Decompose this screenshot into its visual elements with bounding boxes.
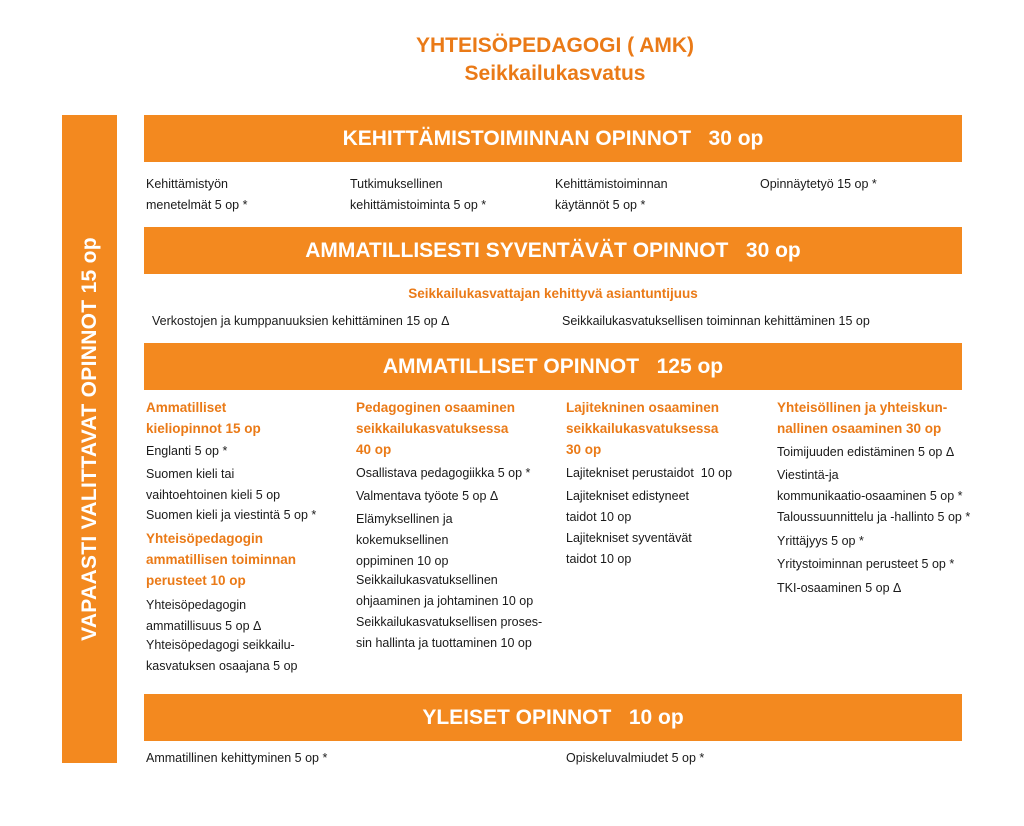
module-heading: Lajitekninen osaaminen seikkailukasvatuksessa 30 op: [566, 400, 720, 457]
course-item: TKI-osaaminen 5 op Δ: [777, 581, 902, 595]
course-item: Ammatillinen kehittyminen 5 op *: [146, 751, 328, 765]
section-header-kehittamistoiminnan: KEHITTÄMISTOIMINNAN OPINNOT 30 op: [144, 115, 962, 162]
course-item: Englanti 5 op *: [146, 444, 228, 458]
course-item: Lajitekniset perustaidot 10 op: [566, 466, 733, 480]
course-item: Seikkailukasvatuksellisen toiminnan kehittäminen 15 op: [562, 314, 870, 328]
course-item: Valmentava työote 5 op Δ: [356, 489, 499, 503]
module-heading: Yhteisöpedagogin ammatillisen toiminnan perusteet 10 op: [146, 531, 297, 588]
course-item: Taloussuunnittelu ja -hallinto 5 op *: [777, 510, 971, 524]
page-title: YHTEISÖPEDAGOGI ( AMK): [415, 34, 695, 57]
course-item: Osallistava pedagogiikka 5 op *: [356, 466, 531, 480]
course-item: Lajitekniset edistyneet taidot 10 op: [566, 489, 689, 524]
side-bar-elective-studies: [62, 115, 117, 763]
course-item: Opiskeluvalmiudet 5 op *: [566, 751, 705, 765]
course-item: Yrittäjyys 5 op *: [777, 534, 864, 548]
course-item: Kehittämistyön menetelmät 5 op *: [146, 177, 248, 212]
course-item: Suomen kieli tai vaihtoehtoinen kieli 5 op: [146, 467, 281, 502]
course-item: Yritystoiminnan perusteet 5 op *: [777, 557, 955, 571]
course-item: Seikkailukasvatuksellisen proses- sin hallinta ja tuottaminen 10 op: [356, 615, 543, 650]
course-item: Opinnäytetyö 15 op *: [760, 177, 877, 191]
course-item: Tutkimuksellinen kehittämistoiminta 5 op *: [350, 177, 487, 212]
section-header-syventavat: AMMATILLISESTI SYVENTÄVÄT OPINNOT 30 op: [144, 227, 962, 274]
module-heading: Ammatilliset kieliopinnot 15 op: [146, 400, 261, 436]
course-item: Viestintä-ja kommunikaatio-osaaminen 5 op *: [777, 468, 963, 503]
side-bar-label: VAPAASTI VALITTAVAT OPINNOT 15 op: [77, 237, 101, 641]
course-item: Yhteisöpedagogin ammatillisuus 5 op Δ: [146, 598, 262, 633]
course-item: Seikkailukasvatuksellinen ohjaaminen ja johtaminen 10 op: [356, 573, 534, 608]
course-item: Suomen kieli ja viestintä 5 op *: [146, 508, 317, 522]
course-item: Elämyksellinen ja kokemuksellinen oppiminen 10 op: [356, 512, 453, 568]
module-heading: Yhteisöllinen ja yhteiskun- nallinen osaaminen 30 op: [777, 400, 948, 436]
section-subheading: Seikkailukasvattajan kehittyvä asiantuntijuus: [408, 286, 698, 301]
section-header-yleiset: YLEISET OPINNOT 10 op: [144, 694, 962, 741]
section-header-ammatilliset: AMMATILLISET OPINNOT 125 op: [144, 343, 962, 390]
page-subtitle: Seikkailukasvatus: [464, 62, 646, 85]
course-item: Yhteisöpedagogi seikkailu- kasvatuksen osaajana 5 op: [146, 638, 298, 673]
course-item: Toimijuuden edistäminen 5 op Δ: [777, 445, 955, 459]
course-item: Verkostojen ja kumppanuuksien kehittäminen 15 op Δ: [152, 314, 450, 328]
module-heading: Pedagoginen osaaminen seikkailukasvatuksessa 40 op: [356, 400, 516, 457]
course-item: Lajitekniset syventävät taidot 10 op: [566, 531, 692, 566]
course-item: Kehittämistoiminnan käytännöt 5 op *: [555, 177, 668, 212]
